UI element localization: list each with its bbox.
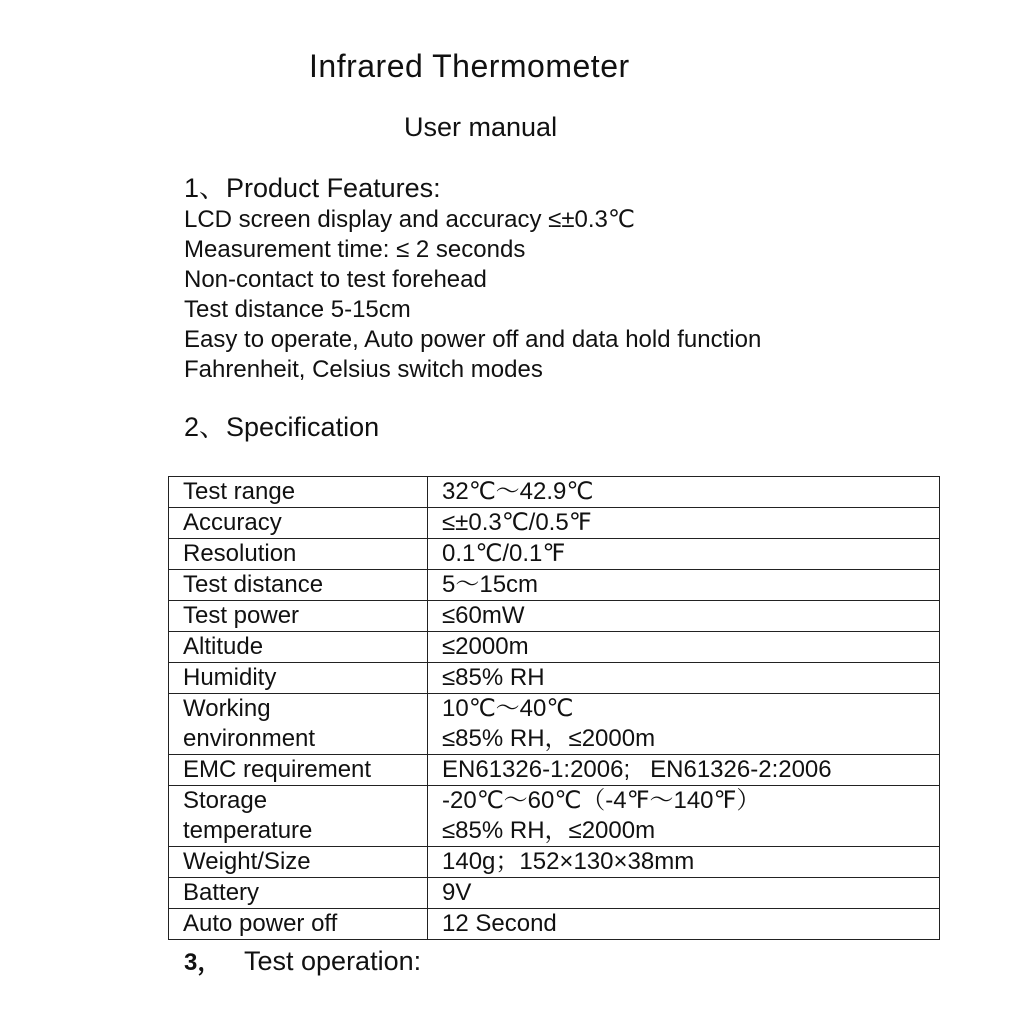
feature-item: Fahrenheit, Celsius switch modes	[184, 356, 543, 383]
spec-label: Working environment	[169, 694, 428, 755]
spec-value: 9V	[428, 878, 940, 909]
features-heading: 1、Product Features:	[184, 173, 441, 203]
spec-value: ≤85% RH	[428, 663, 940, 694]
specification-heading: 2、Specification	[184, 412, 380, 442]
specification-table	[168, 476, 940, 940]
table-row	[169, 909, 940, 940]
table-row	[169, 570, 940, 601]
spec-label: Weight/Size	[169, 847, 428, 878]
spec-label: Storage temperature	[169, 786, 428, 847]
spec-value: ≤60mW	[428, 601, 940, 632]
spec-label: Humidity	[169, 663, 428, 694]
spec-label: EMC requirement	[169, 755, 428, 786]
table-row	[169, 663, 940, 694]
spec-value: EN61326-1:2006; EN61326-2:2006	[428, 755, 940, 786]
operation-number: 3，	[184, 949, 222, 976]
spec-value: 12 Second	[428, 909, 940, 940]
spec-label: Auto power off	[169, 909, 428, 940]
table-row	[169, 477, 940, 508]
feature-item: Test distance 5-15cm	[184, 296, 411, 323]
spec-label: Test range	[169, 477, 428, 508]
spec-value: ≤±0.3℃/0.5℉	[428, 508, 940, 539]
table-row	[169, 878, 940, 909]
spec-label: Altitude	[169, 632, 428, 663]
feature-item: Non-contact to test forehead	[184, 266, 487, 293]
table-row	[169, 601, 940, 632]
spec-value: 10℃～40℃ ≤85% RH，≤2000m	[428, 694, 940, 755]
document-subtitle: User manual	[404, 112, 558, 142]
spec-label: Test distance	[169, 570, 428, 601]
table-row	[169, 539, 940, 570]
features-list	[184, 205, 761, 385]
spec-label: Accuracy	[169, 508, 428, 539]
spec-value: 32℃～42.9℃	[428, 477, 940, 508]
table-row	[169, 508, 940, 539]
spec-value: 140g；152×130×38mm	[428, 847, 940, 878]
spec-value: 0.1℃/0.1℉	[428, 539, 940, 570]
feature-item: LCD screen display and accuracy ≤±0.3℃	[184, 206, 635, 233]
feature-item: Easy to operate, Auto power off and data hold function	[184, 326, 762, 353]
feature-item: Measurement time: ≤ 2 seconds	[184, 236, 526, 263]
table-row	[169, 786, 940, 847]
operation-heading	[184, 944, 421, 980]
document-title: Infrared Thermometer	[309, 48, 630, 84]
spec-label: Battery	[169, 878, 428, 909]
spec-label: Resolution	[169, 539, 428, 570]
spec-value: 5～15cm	[428, 570, 940, 601]
spec-value: -20℃～60℃（-4℉～140℉） ≤85% RH，≤2000m	[428, 786, 940, 847]
spec-label: Test power	[169, 601, 428, 632]
table-row	[169, 632, 940, 663]
table-row	[169, 755, 940, 786]
table-row	[169, 847, 940, 878]
spec-value: ≤2000m	[428, 632, 940, 663]
operation-title: Test operation:	[244, 946, 422, 976]
table-row	[169, 694, 940, 755]
